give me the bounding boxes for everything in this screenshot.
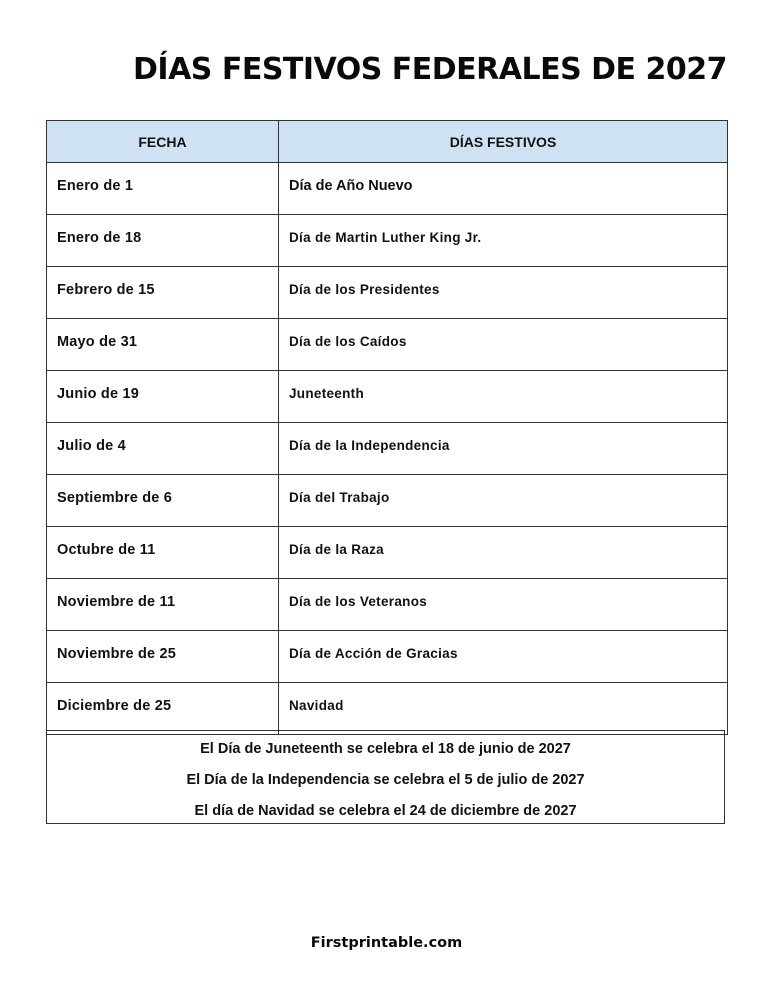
date-cell: Diciembre de 25 [47,683,279,735]
table-row [47,371,728,423]
column-header-holiday: DÍAS FESTIVOS [279,121,728,163]
observed-dates-notes [46,730,725,824]
holiday-cell: Día de Año Nuevo [279,163,728,215]
holiday-cell: Día de los Caídos [279,319,728,371]
date-cell: Febrero de 15 [47,267,279,319]
holiday-cell: Día de Acción de Gracias [279,631,728,683]
holidays-table [46,120,728,735]
date-cell: Noviembre de 11 [47,579,279,631]
date-cell: Julio de 4 [47,423,279,475]
date-cell: Noviembre de 25 [47,631,279,683]
holiday-cell: Día de los Presidentes [279,267,728,319]
note-christmas: El día de Navidad se celebra el 24 de diciembre de 2027 [194,803,577,819]
date-cell: Enero de 18 [47,215,279,267]
holiday-cell: Día del Trabajo [279,475,728,527]
note-independence: El Día de la Independencia se celebra el 5 de julio de 2027 [186,772,585,788]
date-cell: Junio de 19 [47,371,279,423]
table-row [47,475,728,527]
table-header-row [47,121,728,163]
table-row [47,683,728,735]
table-row [47,423,728,475]
holiday-cell: Día de Martin Luther King Jr. [279,215,728,267]
table-row [47,319,728,371]
table-row [47,163,728,215]
page-title: DÍAS FESTIVOS FEDERALES DE 2027 [133,52,727,87]
holiday-cell: Juneteenth [279,371,728,423]
holiday-cell: Navidad [279,683,728,735]
date-cell: Enero de 1 [47,163,279,215]
table-row [47,579,728,631]
holiday-cell: Día de la Raza [279,527,728,579]
note-juneteenth: El Día de Juneteenth se celebra el 18 de junio de 2027 [200,741,571,757]
date-cell: Mayo de 31 [47,319,279,371]
holiday-cell: Día de los Veteranos [279,579,728,631]
table-row [47,215,728,267]
column-header-date: FECHA [47,121,279,163]
table-row [47,631,728,683]
holiday-cell: Día de la Independencia [279,423,728,475]
table-row [47,267,728,319]
date-cell: Septiembre de 6 [47,475,279,527]
footer-brand: Firstprintable.com [310,935,463,951]
table-row [47,527,728,579]
date-cell: Octubre de 11 [47,527,279,579]
